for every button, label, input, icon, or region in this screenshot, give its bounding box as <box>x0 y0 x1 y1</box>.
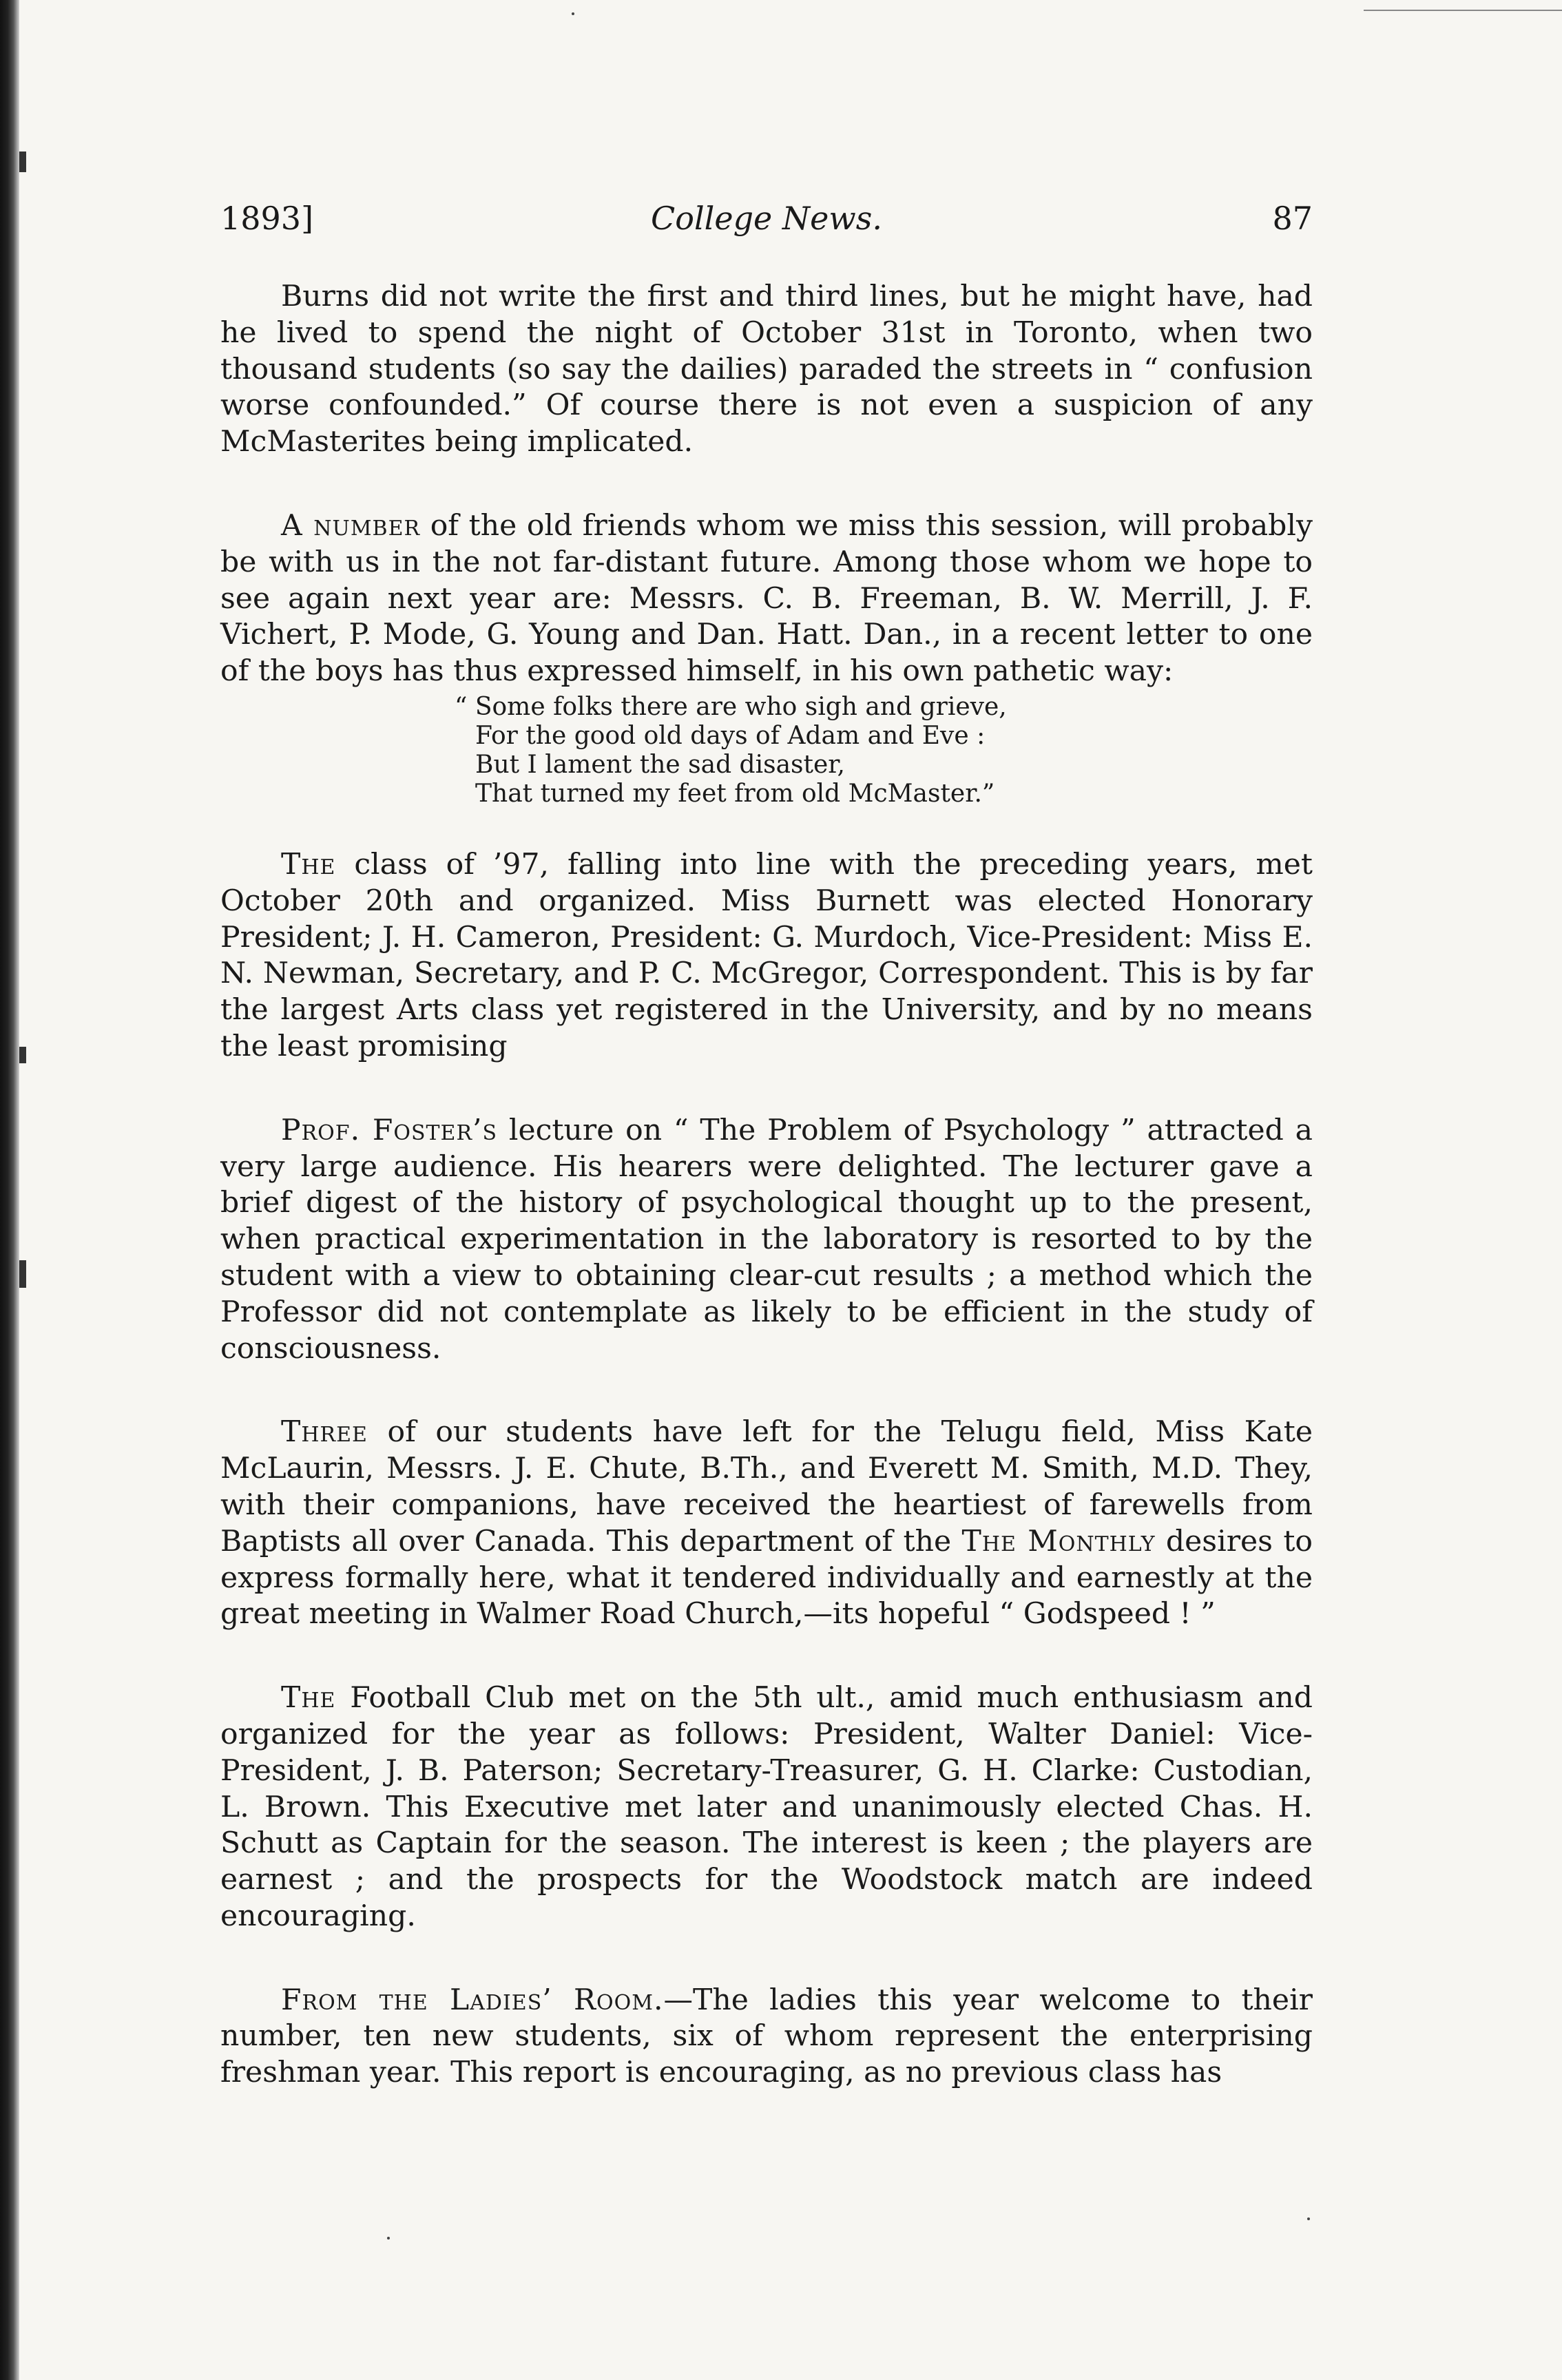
paragraph-telugu-field: Three of our students have left for the Telugu field, Miss Kate McLaurin, Messrs. J. E. Chute, B.Th., and Everett M. Smith, M.D. They, with their companions, have received the heartiest of farewells from Baptists all over Canada. This department of the The Monthly desires to express formally here, what it tendered individually and earnestly at the great meeting in Walmer Road Church,—its hopeful “ Godspeed ! ” <box>220 1415 1313 1631</box>
top-edge-rule <box>1364 10 1562 11</box>
binding-speck <box>19 1260 26 1288</box>
paragraph-ladies-room: From the Ladies’ Room.—The ladies this year welcome to their number, ten new students, six of whom represent the enterprising freshman year. This report is encouraging, as no previous class has <box>220 1983 1313 2090</box>
running-head <box>220 200 1313 241</box>
paragraph-lead: From the Ladies’ Room. <box>281 1983 664 2017</box>
verse-quote <box>455 693 1313 808</box>
paragraph-class-of-97: The class of ’97, falling into line with the preceding years, met October 20th and organized. Miss Burnett was elected Honorary President; J. H. Cameron, President: G. Murdoch, Vice-President: Miss E. N. Newman, Secretary, and P. C. McGregor, Correspondent. This is by far the largest Arts class yet registered in the University, and by no means the least promising <box>220 847 1313 1063</box>
paragraph-lead: Three <box>281 1415 368 1450</box>
page <box>220 0 1313 2380</box>
paragraph-lead: The <box>281 847 336 881</box>
paragraph-psychology-lecture: Prof. Foster’s lecture on “ The Problem of Psychology ” attracted a very large audience. His hearers were delighted. The lecturer gave a brief digest of the history of psychological thought up to the present, when practical experimentation in the laboratory is resorted to by the student with a view to obtaining clear-cut results ; a method which the Professor did not contemplate as likely to be efficient in the study of consciousness. <box>220 1113 1313 1366</box>
verse-line: “ Some folks there are who sigh and grieve, <box>455 692 1007 721</box>
header-title: College News. <box>651 200 882 237</box>
verse-line: That turned my feet from old McMaster.” <box>475 779 995 808</box>
verse-line: But I lament the sad disaster, <box>475 750 845 779</box>
monthly-name: The Monthly <box>961 1524 1156 1558</box>
page-number: 87 <box>1272 200 1313 237</box>
binding-speck <box>19 1047 26 1063</box>
article-body <box>220 279 1313 2091</box>
paragraph-lead: Prof. Foster’s <box>281 1113 498 1147</box>
paragraph-old-friends: A number of the old friends whom we miss this session, will probably be with us in the not far-distant future. Among those whom we hope to see again next year are: Messrs. C. B. Freeman, B. W. Merrill, J. F. Vichert, P. Mode, G. Young and Dan. Hatt. Dan., in a recent letter to one of the boys has thus expressed himself, in his own pathetic way: <box>220 508 1313 689</box>
header-year: 1893] <box>220 200 314 237</box>
paragraph-burns: Burns did not write the first and third lines, but he might have, had he lived to spend the night of October 31st in Toronto, when two thousand students (so say the dailies) paraded the streets in “ confusion worse confounded.” Of course there is not even a suspicion of any McMasterites being implicated. <box>220 280 1313 459</box>
binding-speck <box>19 152 26 172</box>
book-binding-edge <box>0 0 19 2380</box>
paragraph-football-club: The Football Club met on the 5th ult., amid much enthusiasm and organized for the year as follows: President, Walter Daniel: Vice-President, J. B. Paterson; Secretary-Treasurer, G. H. Clarke: Custodian, L. Brown. This Executive met later and unanimously elected Chas. H. Schutt as Captain for the season. The interest is keen ; the players are earnest ; and the prospects for the Woodstock match are indeed encouraging. <box>220 1681 1313 1933</box>
verse-line: For the good old days of Adam and Eve : <box>475 721 986 750</box>
paragraph-lead: A number <box>281 508 421 543</box>
paragraph-lead: The <box>281 1681 336 1715</box>
